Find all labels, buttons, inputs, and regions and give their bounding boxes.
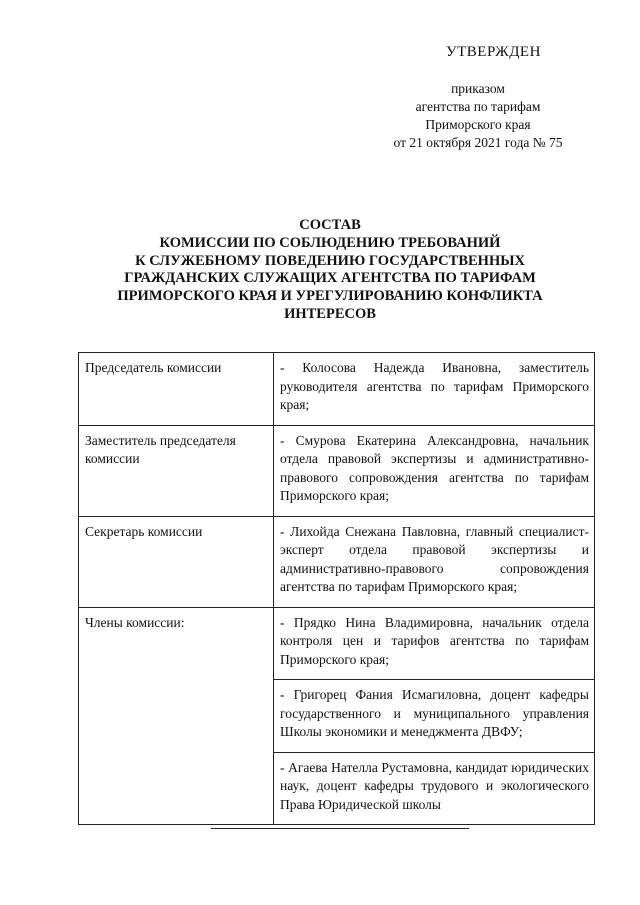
approval-stamp-title: УТВЕРЖДЕН [446,44,541,60]
title-line: КОМИССИИ ПО СОБЛЮДЕНИЮ ТРЕБОВАНИЙ [159,234,501,251]
title-line: ГРАЖДАНСКИХ СЛУЖАЩИХ АГЕНТСТВА ПО ТАРИФАМ [124,270,536,287]
role-cell: Секретарь комиссии [79,516,274,607]
member-cell: - Лихойда Снежана Павловна, главный специалист-эксперт отдела правовой экспертизы и административно-правового сопровождения агентства по тарифам Приморского края; [274,516,595,607]
title-line: ПРИМОРСКОГО КРАЯ И УРЕГУЛИРОВАНИЮ КОНФЛИКТА [117,288,543,305]
member-cell: - Агаева Нателла Рустамовна, кандидат юридических наук, доцент кафедры трудового и экологического Права Юридической школы [274,752,595,825]
title-line: СОСТАВ [299,217,361,233]
approval-line: приказом [451,81,505,96]
approval-block [0,0,640,160]
commission-members-table [78,352,595,825]
member-cell: - Колосова Надежда Ивановна, заместитель руководителя агентства по тарифам Приморского края; [274,353,595,426]
approval-line: Приморского края [425,117,531,132]
title-line: К СЛУЖЕБНОМУ ПОВЕДЕНИЮ ГОСУДАРСТВЕННЫХ [135,252,525,269]
approval-line: от 21 октября 2021 года № 75 [393,135,563,150]
title-line: ИНТЕРЕСОВ [284,305,376,322]
closing-rule [211,828,469,829]
role-cell: Заместитель председателя комиссии [79,425,274,516]
member-cell: - Смурова Екатерина Александровна, начальник отдела правовой экспертизы и административно-правового сопровождения агентства по тарифам Приморского края; [274,425,595,516]
member-cell: - Прядко Нина Владимировна, начальник отдела контроля цен и тарифов агентства по тарифам Приморского края; [274,607,595,680]
table-row [79,353,595,426]
table-row [79,516,595,607]
table-row [79,607,595,680]
member-cell: - Григорец Фания Исмагиловна, доцент кафедры государственного и муниципального управления Школы экономики и менеджмента ДВФУ; [274,680,595,753]
approval-line: агентства по тарифам [415,99,541,114]
approval-order-details [380,80,576,152]
document-title [60,217,600,324]
role-cell: Члены комиссии: [79,607,274,825]
table-row [79,425,595,516]
role-cell: Председатель комиссии [79,353,274,426]
